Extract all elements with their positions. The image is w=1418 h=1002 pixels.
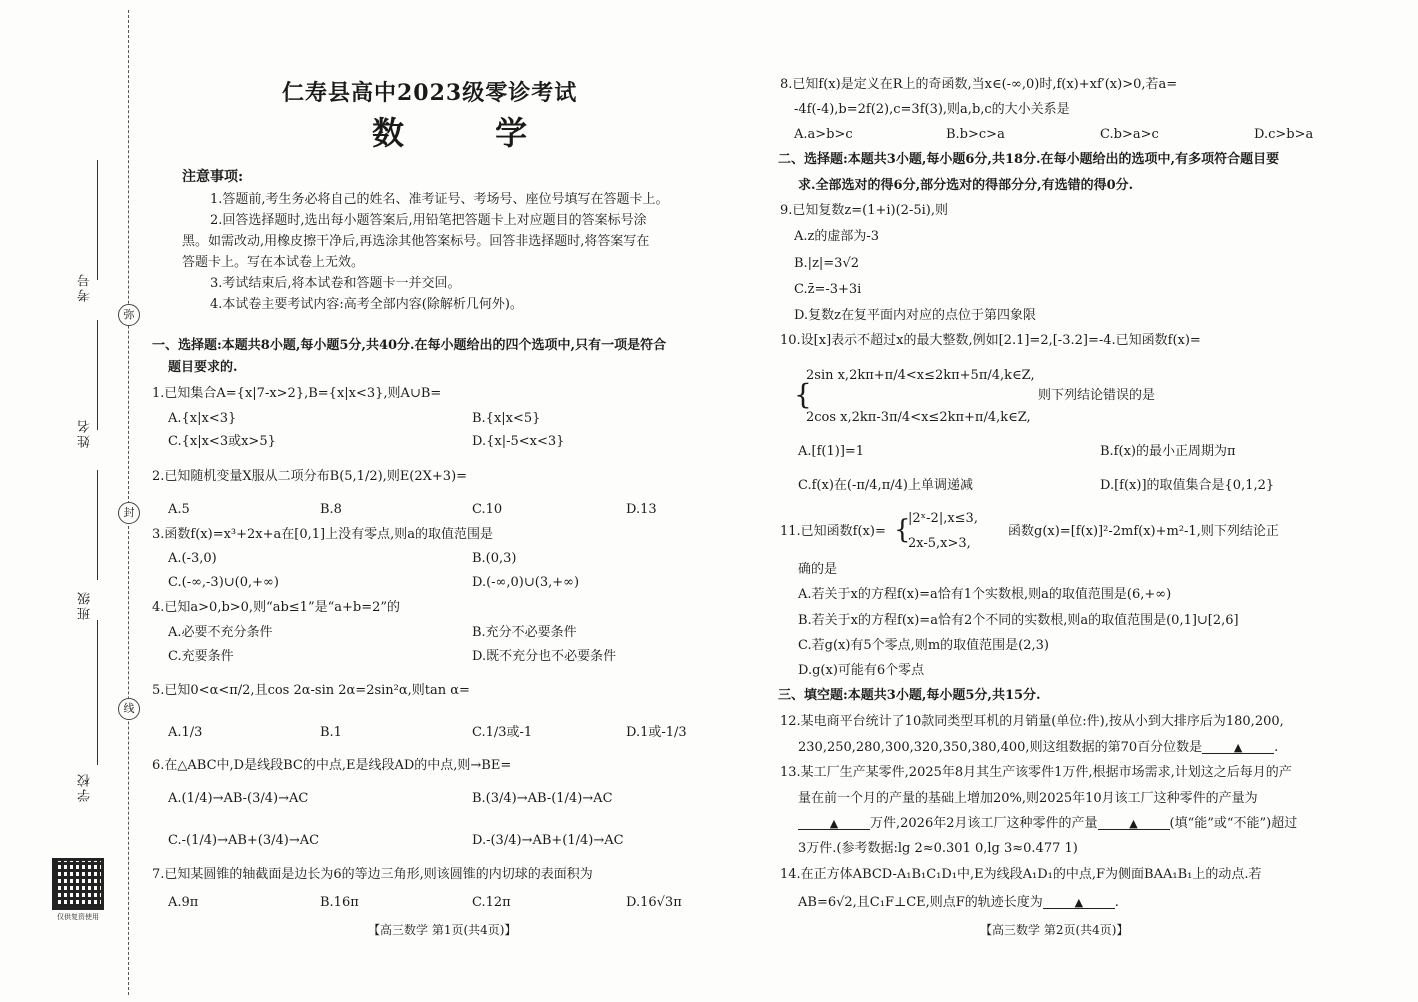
blank-mark: ▲ [1074, 896, 1084, 909]
option: C.z̄=-3+3i [794, 282, 862, 297]
field-line [97, 320, 98, 430]
notice-line: 3.考试结束后,将本试卷和答题卡一并交回。 [210, 276, 461, 291]
question-stem: 函数g(x)=[f(x)]²-2mf(x)+m²-1,则下列结论正 [1008, 524, 1279, 539]
answer-blank [1202, 742, 1274, 754]
question-stem: 9.已知复数z=(1+i)(2-5i),则 [780, 203, 948, 218]
option: A.若关于x的方程f(x)=a恰有1个实数根,则a的取值范围是(6,+∞) [798, 587, 1172, 602]
question-stem: 确的是 [798, 562, 838, 577]
question-line [798, 817, 1297, 830]
option: D.c>b>a [1254, 127, 1314, 142]
question-stem: 2.已知随机变量X服从二项分布B(5,1/2),则E(2X+3)= [152, 469, 468, 484]
qr-caption: 仅供复资使用 [57, 913, 99, 921]
notice-line: 1.答题前,考生务必将自己的姓名、准考证号、考场号、座位号填写在答题卡上。 [210, 192, 669, 207]
answer-blank [1098, 818, 1170, 830]
piecewise-case: |2ˣ-2|,x≤3, [908, 511, 978, 526]
option: B.1 [320, 725, 342, 740]
option: D.{x|-5<x<3} [472, 434, 565, 449]
section-heading: 题目要求的. [168, 360, 238, 375]
section-heading: 一、选择题:本题共8小题,每小题5分,共40分.在每小题给出的四个选项中,只有一项是符合 [152, 338, 667, 353]
option: B.b>c>a [946, 127, 1005, 142]
question-text: AB=6√2,且C₁F⊥CE,则点F的轨迹长度为 [798, 895, 1043, 910]
option: C.b>a>c [1100, 127, 1159, 142]
question-text: 万件,2026年2月该工厂这种零件的产量 [870, 816, 1098, 831]
brace: { [794, 378, 812, 411]
blank-mark: ▲ [1129, 817, 1138, 830]
option: C.(-∞,-3)∪(0,+∞) [168, 575, 279, 590]
page-footer: 【高三数学 第1页(共4页)】 [368, 923, 517, 937]
question-line [798, 741, 1278, 754]
question-stem: 3万件.(参考数据:lg 2≈0.301 0,lg 3≈0.477 1) [798, 841, 1078, 856]
side-label-name: 姓名 [78, 418, 93, 448]
option: A.5 [168, 502, 190, 517]
exam-title: 仁寿县高中2023级零诊考试 [282, 80, 578, 106]
option: B.(3/4)→AB-(1/4)→AC [472, 791, 613, 806]
option: C.10 [472, 502, 503, 517]
field-line [97, 620, 98, 765]
option: B.8 [320, 502, 342, 517]
question-stem: 1.已知集合A={x|7-x>2},B={x|x<3},则A∪B= [152, 386, 442, 401]
notice-heading: 注意事项: [182, 169, 244, 185]
field-line [97, 160, 98, 280]
seal-char: 封 [118, 502, 140, 524]
notice-line: 4.本试卷主要考试内容:高考全部内容(除解析几何外)。 [210, 297, 523, 312]
seal-char: 弥 [118, 304, 140, 326]
option: A.(1/4)→AB-(3/4)→AC [168, 791, 309, 806]
side-label-class: 班级 [78, 590, 93, 620]
section-heading: 二、选择题:本题共3小题,每小题6分,共18分.在每小题给出的选项中,有多项符合题目要 [778, 152, 1280, 167]
option: B.充分不必要条件 [472, 625, 577, 640]
brace: { [894, 515, 911, 545]
option: C.-(1/4)→AB+(3/4)→AC [168, 833, 320, 848]
option: D.1或-1/3 [626, 725, 687, 740]
question-stem: 3.函数f(x)=x³+2x+a在[0,1]上没有零点,则a的取值范围是 [152, 527, 493, 542]
question-text: 230,250,280,300,320,350,380,400,则这组数据的第70百分位数是 [798, 740, 1203, 755]
option: A.1/3 [168, 725, 203, 740]
question-stem: 量在前一个月的产量的基础上增加20%,则2025年10月该工厂这种零件的产量为 [798, 791, 1258, 806]
option: C.若g(x)有5个零点,则m的取值范围是(2,3) [798, 638, 1049, 653]
option: C.12π [472, 895, 511, 910]
piecewise-case: 2sin x,2kπ+π/4<x≤2kπ+5π/4,k∈Z, [806, 368, 1035, 383]
option: B.16π [320, 895, 359, 910]
option: A.必要不充分条件 [168, 625, 273, 640]
notice-line: 答题卡上。写在本试卷上无效。 [182, 255, 365, 270]
question-stem: -4f(-4),b=2f(2),c=3f(3),则a,b,c的大小关系是 [794, 102, 1070, 117]
period: . [1274, 740, 1279, 755]
option: C.{x|x<3或x>5} [168, 434, 276, 449]
option: D.-(3/4)→AB+(1/4)→AC [472, 833, 624, 848]
notice-line: 2.回答选择题时,选出每小题答案后,用铅笔把答题卡上对应题目的答案标号涂 [210, 213, 647, 228]
qr-code-icon [52, 858, 104, 910]
option: B.若关于x的方程f(x)=a恰有2个不同的实数根,则a的取值范围是(0,1]∪[2,6] [798, 613, 1239, 628]
field-line [97, 470, 98, 580]
option: B.{x|x<5} [472, 411, 541, 426]
question-line [798, 896, 1119, 909]
question-stem: 7.已知某圆锥的轴截面是边长为6的等边三角形,则该圆锥的内切球的表面积为 [152, 867, 593, 882]
exam-subject: 数 学 [372, 114, 568, 152]
side-label-kaohao: 考号 [78, 272, 93, 302]
option: D.既不充分也不必要条件 [472, 649, 617, 664]
answer-blank [798, 818, 870, 830]
section-heading: 求.全部选对的得6分,部分选对的得部分分,有选错的得0分. [798, 178, 1134, 193]
question-stem: 6.在△ABC中,D是线段BC的中点,E是线段AD的中点,则→BE= [152, 758, 512, 773]
side-label-school: 学校 [78, 772, 93, 802]
question-stem: 11.已知函数f(x)= [780, 524, 886, 539]
question-stem: 14.在正方体ABCD-A₁B₁C₁D₁中,E为线段A₁D₁的中点,F为侧面BAA₁B₁上的动点.若 [780, 867, 1262, 882]
question-text: (填“能”或“不能”)超过 [1169, 816, 1298, 831]
piecewise-case: 2cos x,2kπ-3π/4<x≤2kπ+π/4,k∈Z, [806, 410, 1031, 425]
option: C.1/3或-1 [472, 725, 533, 740]
question-stem: 8.已知f(x)是定义在R上的奇函数,当x∈(-∞,0)时,f(x)+xf′(x)>0,若a= [780, 77, 1178, 92]
blank-mark: ▲ [829, 817, 839, 830]
option: A.{x|x<3} [168, 411, 237, 426]
option: C.充要条件 [168, 649, 234, 664]
notice-line: 黑。如需改动,用橡皮擦干净后,再选涂其他答案标号。回答非选择题时,将答案写在 [182, 234, 650, 249]
question-stem: 则下列结论错误的是 [1038, 388, 1156, 403]
option: D.16√3π [626, 895, 682, 910]
blank-mark: ▲ [1233, 741, 1243, 754]
option: A.[f(1)]=1 [798, 444, 865, 459]
piecewise-case: 2x-5,x>3, [908, 536, 971, 551]
question-stem: 10.设[x]表示不超过x的最大整数,例如[2.1]=2,[-3.2]=-4.已知函数f(x)= [780, 333, 1201, 348]
question-stem: 4.已知a>0,b>0,则“ab≤1”是“a+b=2”的 [152, 600, 401, 615]
option: D.13 [626, 502, 657, 517]
option: B.(0,3) [472, 551, 517, 566]
option: A.z的虚部为-3 [794, 229, 880, 244]
section-heading: 三、填空题:本题共3小题,每小题5分,共15分. [778, 688, 1041, 703]
option: A.9π [168, 895, 199, 910]
option: A.a>b>c [794, 127, 853, 142]
option: C.f(x)在(-π/4,π/4)上单调递减 [798, 478, 973, 493]
option: B.|z|=3√2 [794, 256, 860, 271]
option: D.(-∞,0)∪(3,+∞) [472, 575, 580, 590]
seal-char: 线 [118, 698, 140, 720]
option: D.g(x)可能有6个零点 [798, 663, 925, 678]
option: A.(-3,0) [168, 551, 217, 566]
period: . [1114, 895, 1119, 910]
option: B.f(x)的最小正周期为π [1100, 444, 1236, 459]
question-stem: 12.某电商平台统计了10款同类型耳机的月销量(单位:件),按从小到大排序后为180,200, [780, 714, 1284, 729]
page-footer: 【高三数学 第2页(共4页)】 [980, 923, 1129, 937]
option: D.复数z在复平面内对应的点位于第四象限 [794, 308, 1036, 323]
question-stem: 5.已知0<α<π/2,且cos 2α-sin 2α=2sin²α,则tan α= [152, 683, 470, 698]
option: D.[f(x)]的取值集合是{0,1,2} [1100, 478, 1275, 493]
answer-blank [1043, 897, 1115, 909]
question-stem: 13.某工厂生产某零件,2025年8月其生产该零件1万件,根据市场需求,计划这之后每月的产 [780, 765, 1292, 780]
